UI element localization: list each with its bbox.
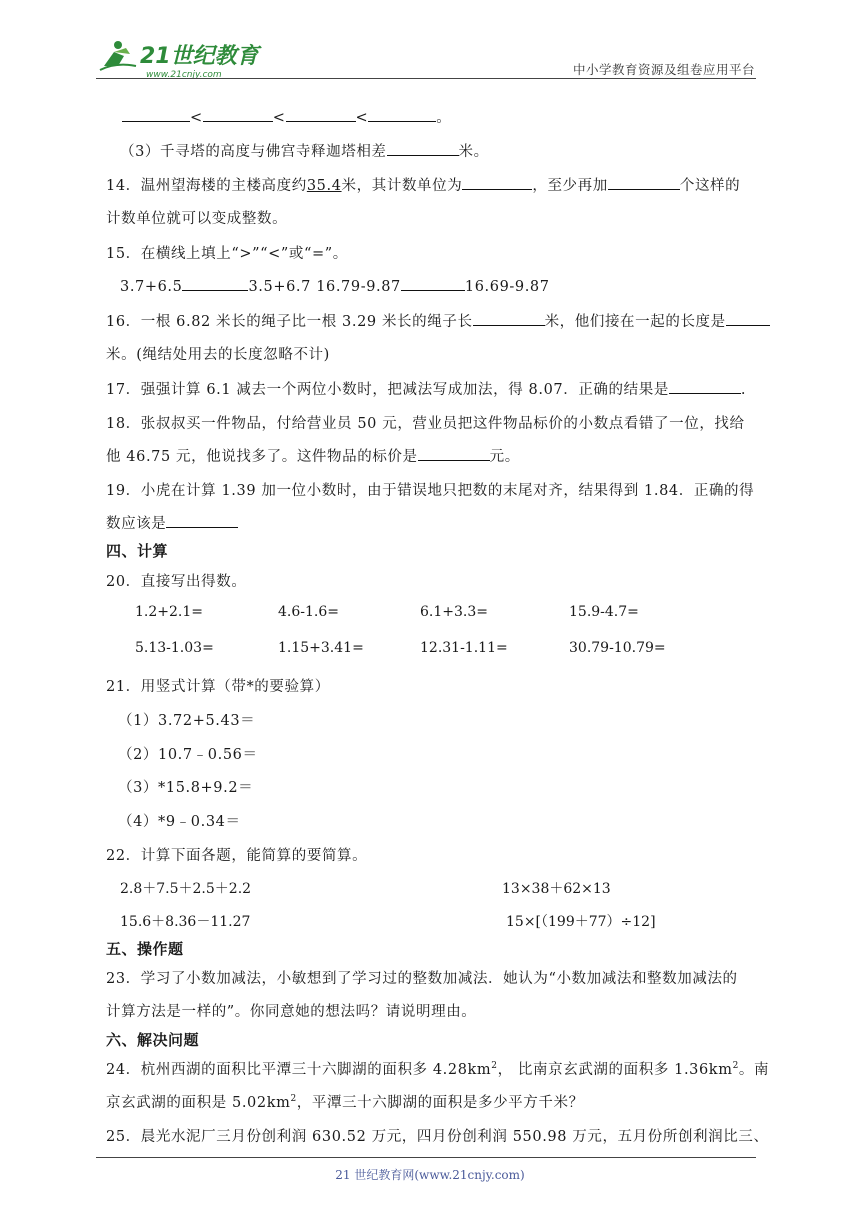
blank[interactable] bbox=[368, 107, 436, 122]
blank[interactable] bbox=[286, 107, 356, 122]
q24-line2: 京玄武湖的面积是 $5.02km^2$，平潭三十六脚湖的面积是多少平方千米？ bbox=[106, 1094, 584, 1111]
blank[interactable] bbox=[462, 175, 532, 190]
blank[interactable] bbox=[669, 379, 741, 394]
blank[interactable] bbox=[203, 107, 273, 122]
q14-line1: 14．温州望海楼的主楼高度约35.4米，其计数单位为 ，至少再加 个这样的 bbox=[106, 174, 740, 195]
section-4-heading: 四、计算 bbox=[106, 542, 169, 560]
q22-expr: 2.8＋7.5＋2.5＋2.2 bbox=[120, 881, 252, 897]
q20-item: 12.31-1.11= bbox=[420, 640, 508, 656]
blank[interactable] bbox=[608, 175, 680, 190]
q20-text: 20．直接写出得数。 bbox=[106, 574, 247, 590]
q19-line2: 数应该是 bbox=[106, 512, 238, 533]
q16-line1: 16．一根 6.82 米长的绳子比一根 3.29 米长的绳子长 米，他们接在一起的长度是 bbox=[106, 310, 770, 331]
q16-line2: 米。(绳结处用去的长度忽略不计) bbox=[106, 347, 330, 363]
blank[interactable] bbox=[726, 311, 770, 326]
q21-text: 21．用竖式计算（带*的要验算） bbox=[106, 679, 330, 695]
q20-item: 15.9-4.7= bbox=[569, 604, 639, 620]
q13-part3: （3）千寻塔的高度与佛宫寺释迦塔相差 米。 bbox=[120, 140, 489, 161]
q23-line2: 计算方法是一样的”。你同意她的想法吗？请说明理由。 bbox=[106, 1004, 477, 1020]
q13-order-line: < < < 。 bbox=[122, 106, 451, 127]
q18-line2: 他 46.75 元，他说找多了。这件物品的标价是 元。 bbox=[106, 445, 520, 466]
q14-line2: 计数单位就可以变成整数。 bbox=[106, 211, 288, 227]
q22-expr: 15.6＋8.36－11.27 bbox=[120, 914, 251, 930]
blank[interactable] bbox=[182, 276, 248, 291]
platform-label: 中小学教育资源及组卷应用平台 bbox=[572, 62, 755, 77]
header-divider bbox=[96, 78, 756, 79]
q20-item: 1.15+3.41= bbox=[278, 640, 364, 656]
blank[interactable] bbox=[418, 446, 490, 461]
logo bbox=[96, 36, 266, 80]
q18-line1: 18．张叔叔买一件物品，付给营业员 50 元，营业员把这件物品标价的小数点看错了一位，找给 bbox=[106, 416, 745, 432]
q22-expr: 15×[（199＋77）÷12] bbox=[506, 914, 656, 930]
logo-text: 21世纪教育 bbox=[140, 44, 259, 69]
q23-line1: 23．学习了小数加减法，小敏想到了学习过的整数加减法．她认为“小数加减法和整数加减法的 bbox=[106, 971, 738, 987]
q20-item: 30.79-10.79= bbox=[569, 640, 666, 656]
q22-text: 22．计算下面各题，能简算的要简算。 bbox=[106, 848, 368, 864]
q20-item: 5.13-1.03= bbox=[135, 640, 214, 656]
q24-line1: 24．杭州西湖的面积比平潭三十六脚湖的面积多 $4.28km^2$， 比南京玄武湖的面积多 $1.36km^2$。南 bbox=[106, 1061, 770, 1078]
q20-item: 4.6-1.6= bbox=[278, 604, 339, 620]
q20-item: 1.2+2.1= bbox=[135, 604, 203, 620]
q22-expr: 13×38＋62×13 bbox=[502, 881, 611, 897]
section-5-heading: 五、操作题 bbox=[106, 940, 184, 958]
blank[interactable] bbox=[166, 513, 238, 528]
q21-item: （1）3.72+5.43＝ bbox=[118, 713, 256, 729]
blank[interactable] bbox=[401, 276, 465, 291]
section-6-heading: 六、解决问题 bbox=[106, 1031, 200, 1049]
blank[interactable] bbox=[122, 107, 190, 122]
q19-line1: 19．小虎在计算 1.39 加一位小数时，由于错误地只把数的末尾对齐，结果得到 1.84．正确的得 bbox=[106, 483, 755, 499]
q21-item: （3）*15.8+9.2＝ bbox=[118, 780, 254, 796]
footer-text: 21 世纪教育网(www.21cnjy.com) bbox=[335, 1168, 525, 1182]
blank[interactable] bbox=[473, 311, 545, 326]
q20-item: 6.1+3.3= bbox=[420, 604, 488, 620]
footer-divider bbox=[96, 1157, 756, 1158]
q17-line: 17．强强计算 6.1 减去一个两位小数时，把减法写成加法，得 8.07．正确的结果是 . bbox=[106, 378, 746, 399]
q15-exprs: 3.7+6.5 3.5+6.7 16.79-9.87 16.69-9.87 bbox=[120, 276, 550, 295]
blank[interactable] bbox=[387, 141, 459, 156]
q15-text: 15．在横线上填上“>”“<”或“=”。 bbox=[106, 246, 348, 262]
q25-line1: 25．晨光水泥厂三月份创利润 630.52 万元，四月份创利润 550.98 万元，五月份所创利润比三、 bbox=[106, 1129, 769, 1145]
q21-item: （4）*9﹣0.34＝ bbox=[118, 814, 241, 830]
q21-item: （2）10.7﹣0.56＝ bbox=[118, 747, 258, 763]
logo-url-text: www.21cnjy.com bbox=[146, 70, 222, 80]
